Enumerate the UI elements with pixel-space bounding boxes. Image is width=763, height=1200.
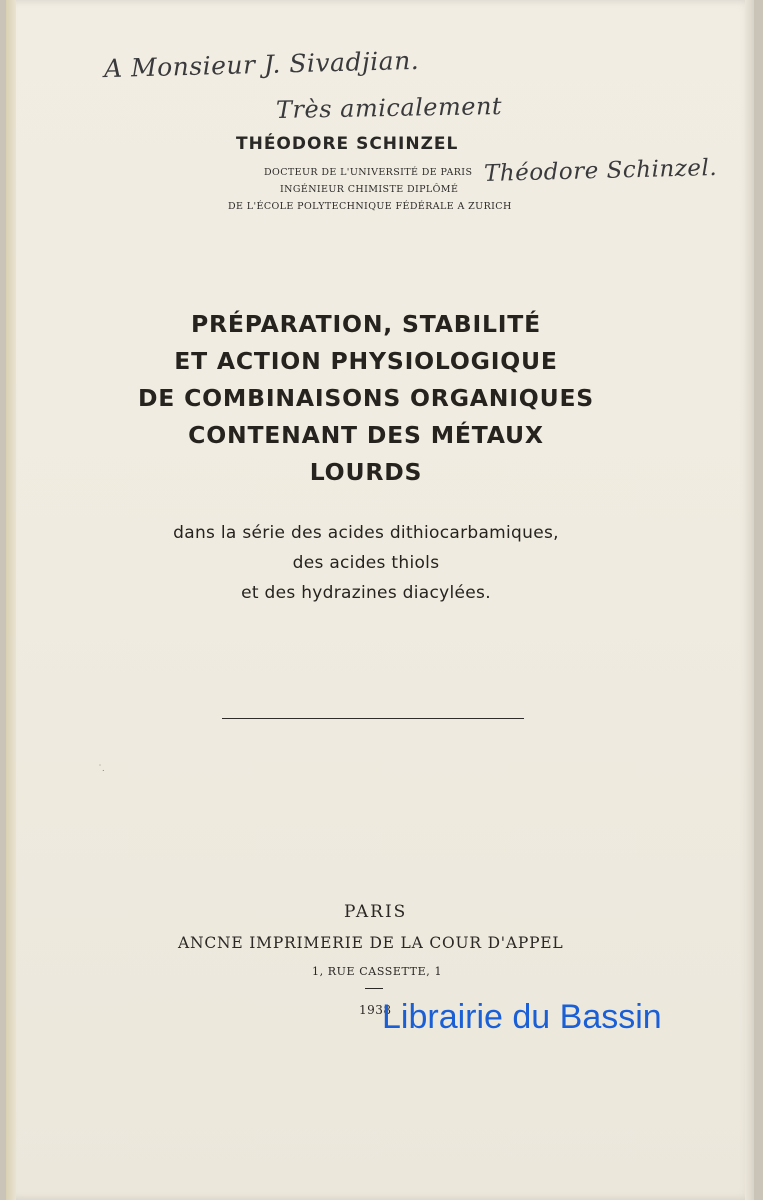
imprint-printer: ANCNE IMPRIMERIE DE LA COUR D'APPEL (178, 934, 564, 952)
handwritten-signature: Théodore Schinzel. (483, 154, 718, 188)
page-left-edge (6, 0, 16, 1200)
handwritten-dedication-line2: Très amicalement (275, 92, 503, 124)
imprint-dash (365, 988, 383, 989)
title-line: DE COMBINAISONS ORGANIQUES (137, 384, 595, 412)
handwritten-dedication-line1: A Monsieur J. Sivadjian. (103, 45, 420, 84)
imprint-address: 1, RUE CASSETTE, 1 (312, 965, 443, 978)
author-name: THÉODORE SCHINZEL (236, 134, 459, 154)
title-page (6, 0, 754, 1200)
author-credential: INGÉNIEUR CHIMISTE DIPLÔMÉ (280, 184, 459, 195)
subtitle-line: et des hydrazines diacylées. (241, 583, 491, 603)
bookseller-watermark: Librairie du Bassin (382, 998, 662, 1036)
title-line: ET ACTION PHYSIOLOGIQUE (174, 347, 558, 375)
imprint-year: 1938 (359, 1003, 392, 1017)
author-credential: DOCTEUR DE L'UNIVERSITÉ DE PARIS (264, 167, 473, 178)
title-line: LOURDS (309, 458, 423, 486)
imprint-city: PARIS (344, 902, 408, 922)
divider-rule (222, 718, 524, 719)
title-line: PRÉPARATION, STABILITÉ (191, 310, 541, 338)
book-title (66, 306, 666, 491)
subtitle-line: dans la série des acides dithiocarbamiques, (173, 523, 559, 543)
author-credential: DE L'ÉCOLE POLYTECHNIQUE FÉDÉRALE A ZURICH (228, 201, 512, 212)
title-line: CONTENANT DES MÉTAUX (188, 421, 544, 449)
paper-speck: ˙. (98, 764, 105, 773)
subtitle-line: des acides thiols (292, 553, 440, 573)
page-right-edge (745, 0, 754, 1200)
book-subtitle (66, 518, 666, 608)
